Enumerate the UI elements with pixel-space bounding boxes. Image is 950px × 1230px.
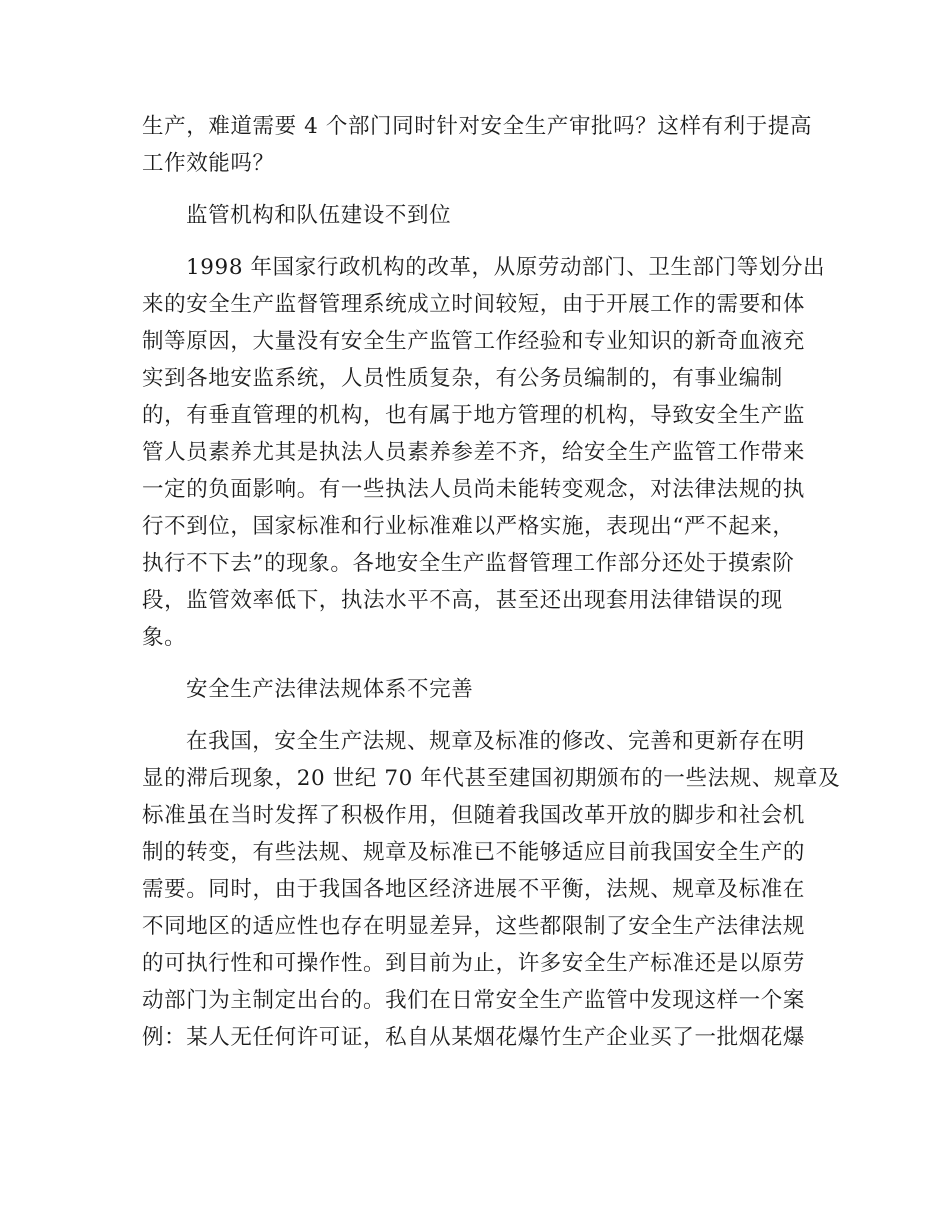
text-line: 段，监管效率低下，执法水平不高，甚至还出现套用法律错误的现	[142, 588, 783, 613]
text-line: 生产，难道需要 4 个部门同时针对安全生产审批吗？这样有利于提高	[142, 114, 813, 139]
text-line: 显的滞后现象，20 世纪 70 年代甚至建国初期颁布的一些法规、规章及	[142, 766, 841, 791]
text-line: 行不到位，国家标准和行业标准难以严格实施，表现出“严不起来，	[142, 514, 795, 539]
text-line: 在我国，安全生产法规、规章及标准的修改、完善和更新存在明	[186, 729, 805, 754]
text-line: 来的安全生产监督管理系统成立时间较短，由于开展工作的需要和体	[142, 292, 806, 317]
text-line: 动部门为主制定出台的。我们在日常安全生产监管中发现这样一个案	[142, 988, 806, 1013]
text-line: 制的转变，有些法规、规章及标准已不能够适应目前我国安全生产的	[142, 840, 806, 865]
text-line: 象。	[142, 625, 187, 650]
text-line: 实到各地安监系统，人员性质复杂，有公务员编制的，有事业编制	[142, 366, 783, 391]
text-line: 例：某人无任何许可证，私自从某烟花爆竹生产企业买了一批烟花爆	[142, 1025, 806, 1050]
text-line: 工作效能吗？	[142, 151, 275, 176]
text-line: 不同地区的适应性也存在明显差异，这些都限制了安全生产法律法规	[142, 914, 806, 939]
text-line: 需要。同时，由于我国各地区经济进展不平衡，法规、规章及标准在	[142, 877, 806, 902]
text-line: 的可执行性和可操作性。到目前为止，许多安全生产标准还是以原劳	[142, 951, 806, 976]
text-line: 执行不下去”的现象。各地安全生产监督管理工作部分还处于摸索阶	[142, 551, 795, 576]
text-line: 1998 年国家行政机构的改革，从原劳动部门、卫生部门等划分出	[186, 255, 826, 280]
text-line: 一定的负面影响。有一些执法人员尚未能转变观念，对法律法规的执	[142, 477, 806, 502]
text-line: 的，有垂直管理的机构，也有属于地方管理的机构，导致安全生产监	[142, 403, 806, 428]
section-heading: 监管机构和队伍建设不到位	[186, 203, 452, 228]
section-heading: 安全生产法律法规体系不完善	[186, 677, 474, 702]
text-line: 管人员素养尤其是执法人员素养参差不齐，给安全生产监管工作带来	[142, 440, 806, 465]
text-line: 标准虽在当时发挥了积极作用，但随着我国改革开放的脚步和社会机	[142, 803, 806, 828]
text-line: 制等原因，大量没有安全生产监管工作经验和专业知识的新奇血液充	[142, 329, 806, 354]
